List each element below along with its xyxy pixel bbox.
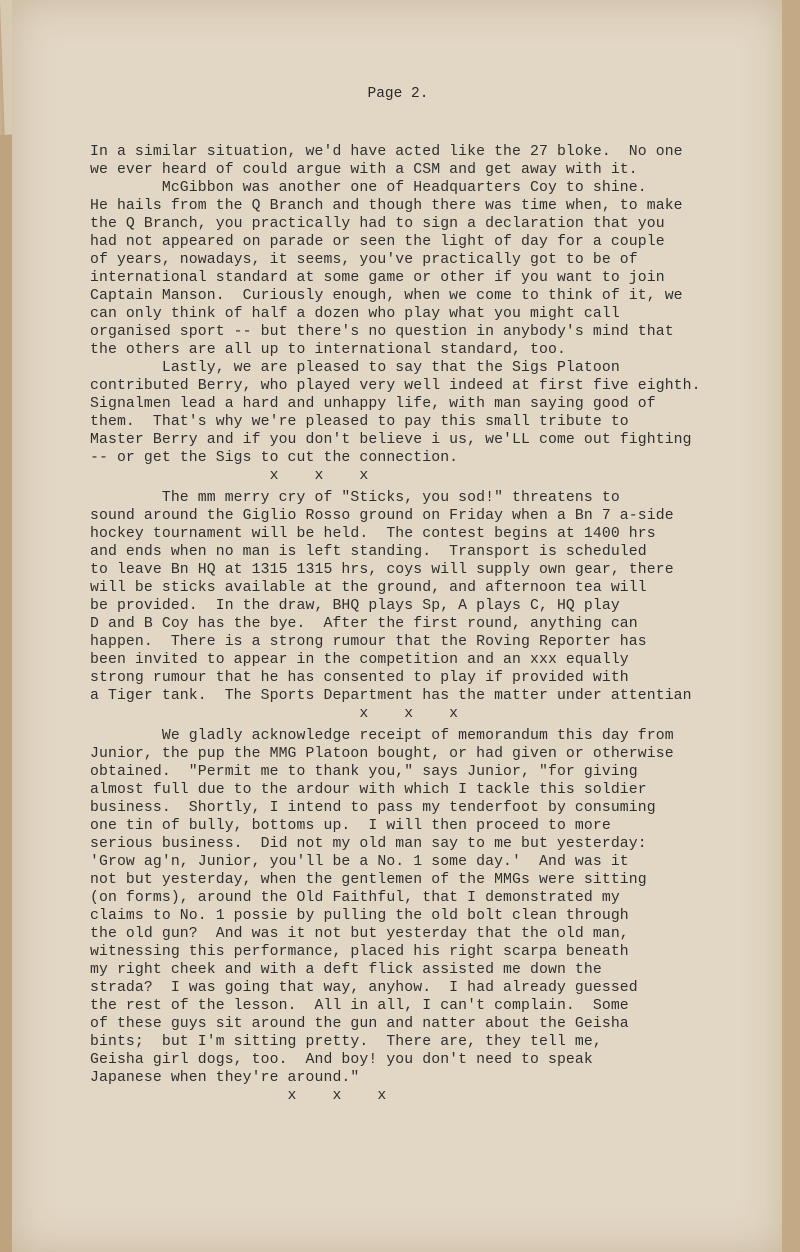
typed-page [12, 0, 784, 1252]
text-line: D and B Coy has the bye. After the first round, anything can [90, 616, 638, 632]
text-line: my right cheek and with a deft flick assisted me down the [90, 962, 602, 978]
text-line: In a similar situation, we'd have acted like the 27 bloke. No one [90, 144, 683, 160]
text-line: Captain Manson. Curiously enough, when we come to think of it, we [90, 288, 683, 304]
text-line: The mm merry cry of "Sticks, you sod!" threatens to [90, 490, 620, 506]
text-line: organised sport -- but there's no question in anybody's mind that [90, 324, 674, 340]
text-line: we ever heard of could argue with a CSM and get away with it. [90, 162, 638, 178]
section-separator: x x x [90, 706, 459, 722]
text-line: of years, nowadays, it seems, you've practically got to be of [90, 252, 638, 268]
text-line: a Tiger tank. The Sports Department has the matter under attentian [90, 688, 692, 704]
text-line: witnessing this performance, placed his right scarpa beneath [90, 944, 629, 960]
text-line: international standard at some game or other if you want to join [90, 270, 665, 286]
text-line: not but yesterday, when the gentlemen of the MMGs were sitting [90, 872, 647, 888]
text-line: -- or get the Sigs to cut the connection. [90, 450, 459, 466]
text-line: (on forms), around the Old Faithful, that I demonstrated my [90, 890, 620, 906]
text-line: had not appeared on parade or seen the light of day for a couple [90, 234, 665, 250]
text-line: will be sticks available at the ground, and afternoon tea will [90, 580, 647, 596]
text-line: been invited to appear in the competition and an xxx equally [90, 652, 629, 668]
text-line: sound around the Giglio Rosso ground on Friday when a Bn 7 a-side [90, 508, 674, 524]
page-number-header: Page 2. [367, 86, 429, 102]
text-line: Lastly, we are pleased to say that the Sigs Platoon [90, 360, 620, 376]
paragraph-hockey [90, 489, 780, 705]
text-line: can only think of half a dozen who play what you might call [90, 306, 620, 322]
text-line: strada? I was going that way, anyhow. I had already guessed [90, 980, 638, 996]
text-line: strong rumour that he has consented to play if provided with [90, 670, 629, 686]
text-line: be provided. In the draw, BHQ plays Sp, A plays C, HQ play [90, 598, 620, 614]
text-line: He hails from the Q Branch and though there was time when, to make [90, 198, 683, 214]
text-line: hockey tournament will be held. The contest begins at 1400 hrs [90, 526, 656, 542]
text-line: Geisha girl dogs, too. And boy! you don't need to speak [90, 1052, 593, 1068]
text-line: them. That's why we're pleased to pay this small tribute to [90, 414, 629, 430]
text-line: We gladly acknowledge receipt of memorandum this day from [90, 728, 674, 744]
text-line: happen. There is a strong rumour that the Roving Reporter has [90, 634, 647, 650]
text-line: and ends when no man is left standing. Transport is scheduled [90, 544, 647, 560]
text-line: the old gun? And was it not but yesterday that the old man, [90, 926, 629, 942]
text-line: of these guys sit around the gun and natter about the Geisha [90, 1016, 629, 1032]
text-line: the Q Branch, you practically had to sign a declaration that you [90, 216, 665, 232]
text-line: claims to No. 1 possie by pulling the old bolt clean through [90, 908, 629, 924]
section-separator: x x x [90, 468, 369, 484]
right-page-edge [782, 0, 800, 1252]
text-line: McGibbon was another one of Headquarters Coy to shine. [90, 180, 647, 196]
paragraph-junior [90, 727, 780, 1087]
text-line: Japanese when they're around." [90, 1070, 360, 1086]
text-line: the rest of the lesson. All in all, I can't complain. Some [90, 998, 629, 1014]
text-line: Junior, the pup the MMG Platoon bought, or had given or otherwise [90, 746, 674, 762]
text-line: contributed Berry, who played very well indeed at first five eighth. [90, 378, 701, 394]
text-line: bints; but I'm sitting pretty. There are, they tell me, [90, 1034, 602, 1050]
text-line: the others are all up to international standard, too. [90, 342, 566, 358]
text-line: obtained. "Permit me to thank you," says Junior, "for giving [90, 764, 638, 780]
page-body [90, 143, 780, 1105]
text-line: serious business. Did not my old man say to me but yesterday: [90, 836, 647, 852]
text-line: Master Berry and if you don't believe i us, we'LL come out fighting [90, 432, 692, 448]
text-line: business. Shortly, I intend to pass my tenderfoot by consuming [90, 800, 656, 816]
text-line: almost full due to the ardour with which I tackle this soldier [90, 782, 647, 798]
paragraph-rugby [90, 143, 780, 467]
text-line: 'Grow ag'n, Junior, you'll be a No. 1 some day.' And was it [90, 854, 629, 870]
text-line: one tin of bully, bottoms up. I will then proceed to more [90, 818, 611, 834]
text-line: Signalmen lead a hard and unhappy life, with man saying good of [90, 396, 656, 412]
section-separator: x x x [90, 1088, 387, 1104]
text-line: to leave Bn HQ at 1315 1315 hrs, coys will supply own gear, there [90, 562, 674, 578]
